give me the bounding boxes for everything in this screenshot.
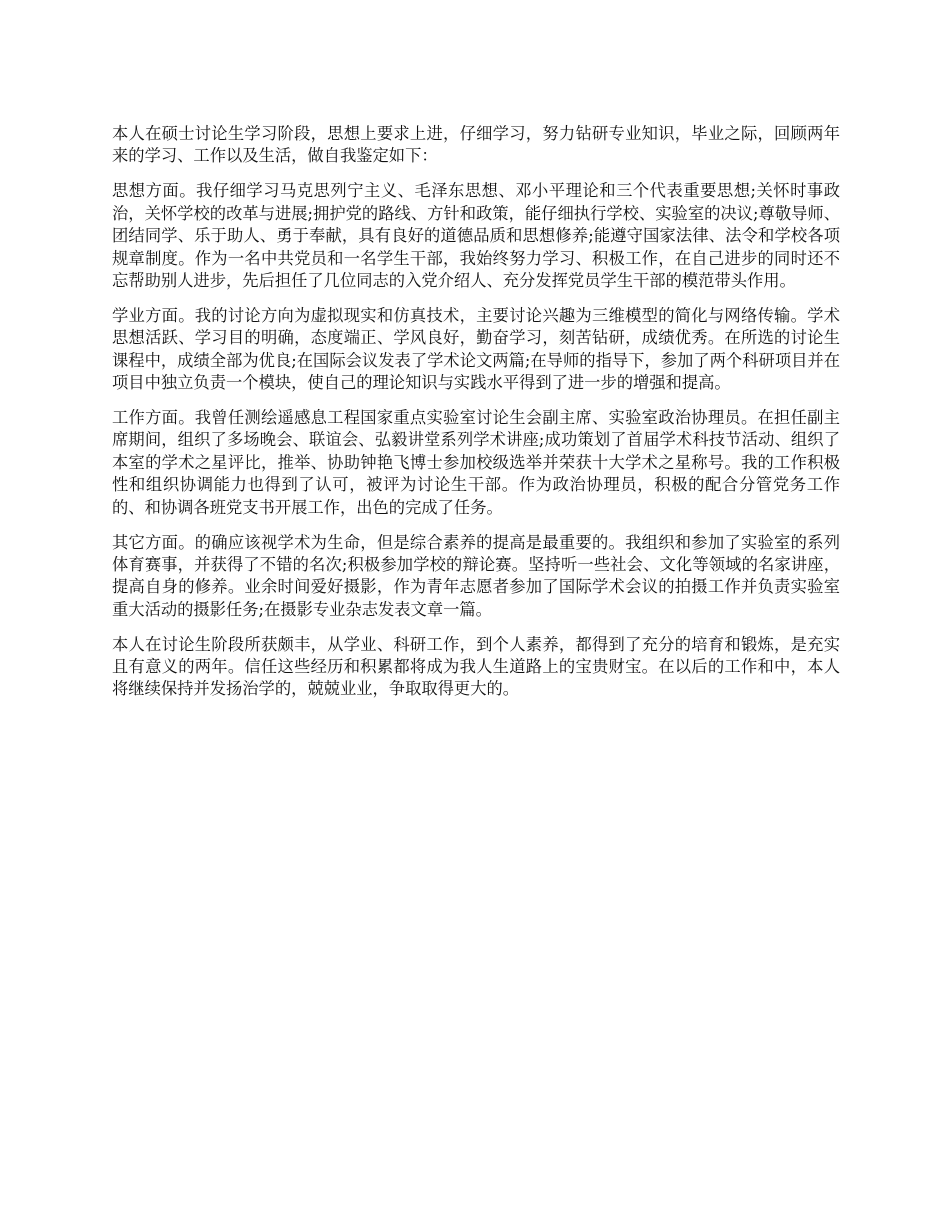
document-body	[112, 123, 840, 713]
paragraph-ideology: 思想方面。我仔细学习马克思列宁主义、毛泽东思想、邓小平理论和三个代表重要思想;关怀时事政治，关怀学校的改革与进展;拥护党的路线、方针和政策，能仔细执行学校、实验室的决议;尊敬导师、团结同学、乐于助人、勇于奉献，具有良好的道德品质和思想修养;能遵守国家法律、法令和学校各项规章制度。作为一名中共党员和一名学生干部，我始终努力学习、积极工作，在自己进步的同时还不忘帮助别人进步，先后担任了几位同志的入党介绍人、充分发挥党员学生干部的模范带头作用。	[112, 181, 840, 290]
paragraph-academics: 学业方面。我的讨论方向为虚拟现实和仿真技术，主要讨论兴趣为三维模型的简化与网络传输。学术思想活跃、学习目的明确，态度端正、学风良好，勤奋学习，刻苦钻研，成绩优秀。在所选的讨论生课程中，成绩全部为优良;在国际会议发表了学术论文两篇;在导师的指导下，参加了两个科研项目并在项目中独立负责一个模块，使自己的理论知识与实践水平得到了进一步的增强和提高。	[112, 305, 840, 393]
paragraph-conclusion: 本人在讨论生阶段所获颇丰，从学业、科研工作，到个人素养，都得到了充分的培育和锻炼，是充实且有意义的两年。信任这些经历和积累都将成为我人生道路上的宝贵财宝。在以后的工作和中，本人将继续保持并发扬治学的，兢兢业业，争取取得更大的。	[112, 634, 840, 699]
paragraph-work: 工作方面。我曾任测绘遥感息工程国家重点实验室讨论生会副主席、实验室政治协理员。在担任副主席期间，组织了多场晚会、联谊会、弘毅讲堂系列学术讲座;成功策划了首届学术科技节活动、组织了本室的学术之星评比，推举、协助钟艳飞博士参加校级选举并荣获十大学术之星称号。我的工作积极性和组织协调能力也得到了认可，被评为讨论生干部。作为政治协理员，积极的配合分管党务工作的、和协调各班党支书开展工作，出色的完成了任务。	[112, 407, 840, 517]
paragraph-intro: 本人在硕士讨论生学习阶段，思想上要求上进，仔细学习，努力钻研专业知识，毕业之际，回顾两年来的学习、工作以及生活，做自我鉴定如下：	[112, 124, 840, 166]
paragraph-other: 其它方面。的确应该视学术为生命，但是综合素养的提高是最重要的。我组织和参加了实验室的系列体育赛事，并获得了不错的名次;积极参加学校的辩论赛。坚持听一些社会、文化等领域的名家讲座，提高自身的修养。业余时间爱好摄影，作为青年志愿者参加了国际学术会议的拍摄工作并负责实验室重大活动的摄影任务;在摄影专业杂志发表文章一篇。	[112, 532, 840, 619]
